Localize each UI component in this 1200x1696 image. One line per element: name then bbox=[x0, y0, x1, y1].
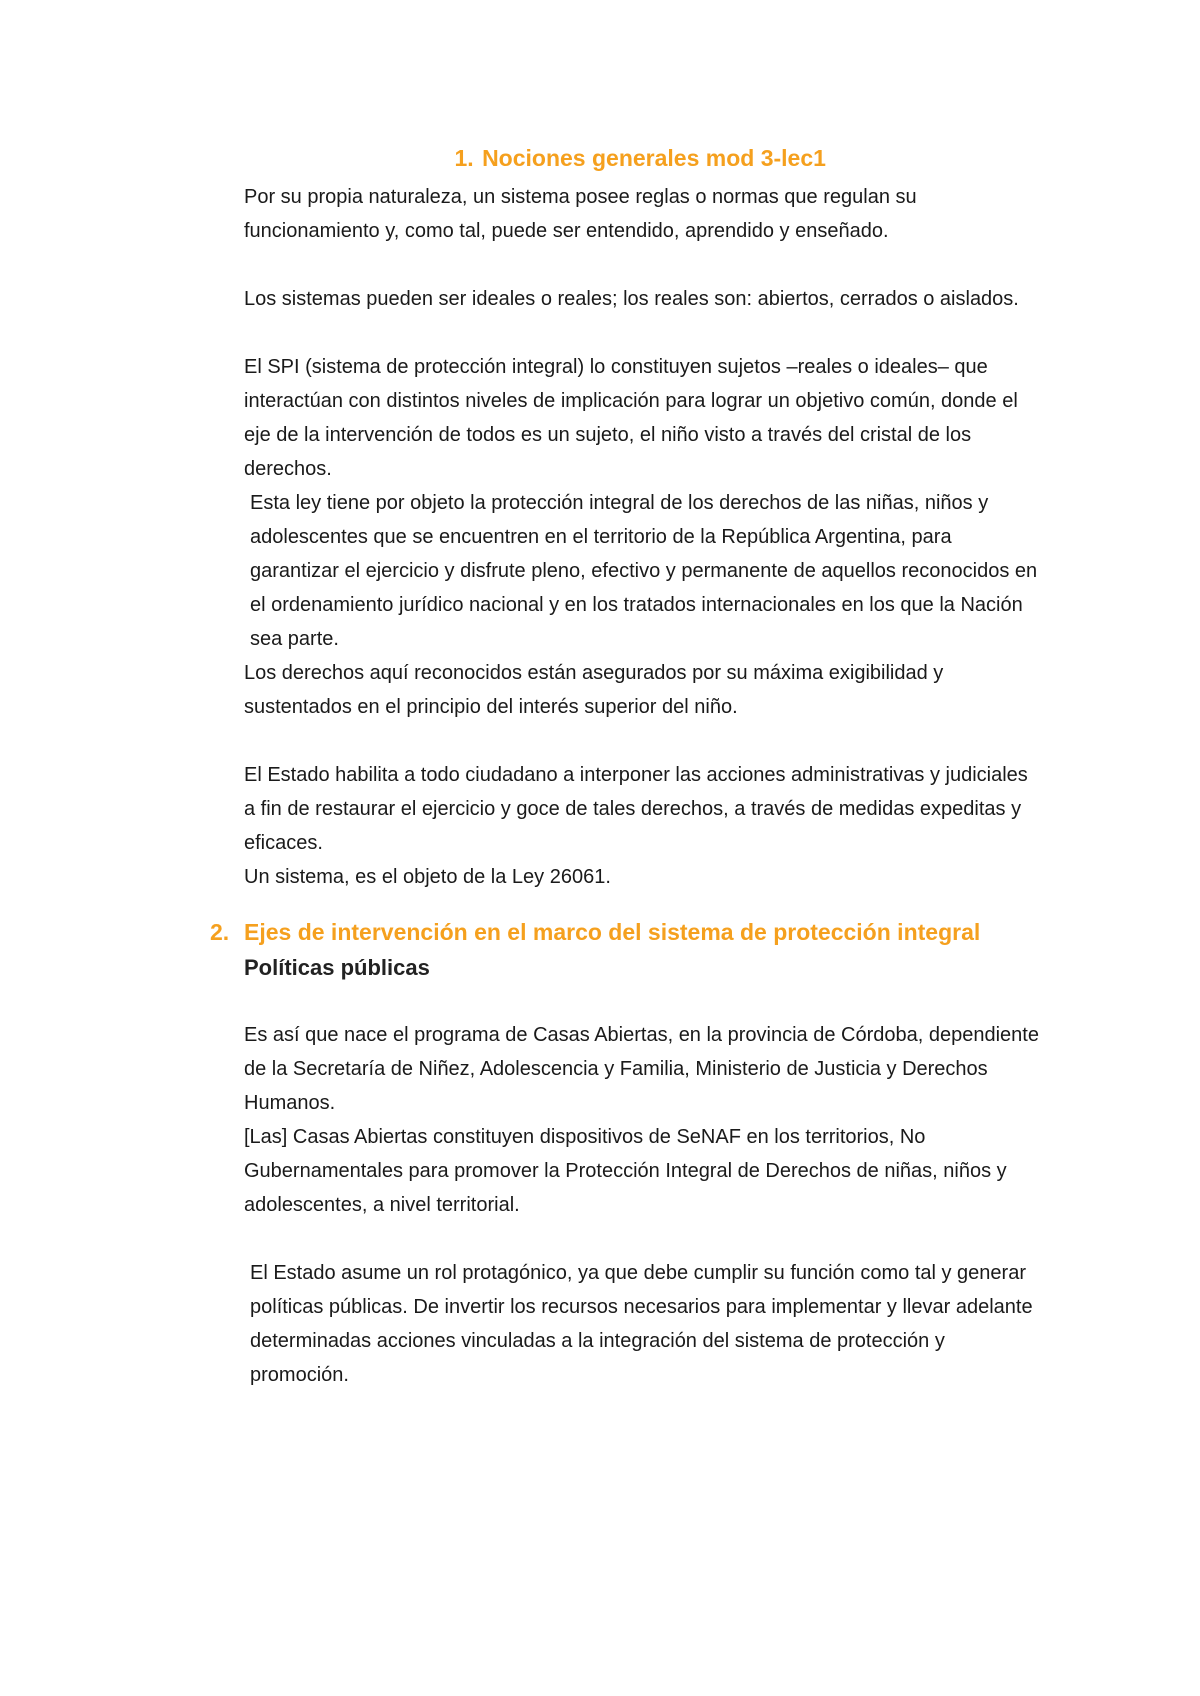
section-2-subtitle: Políticas públicas bbox=[244, 955, 430, 980]
section-1-heading bbox=[228, 140, 1044, 176]
paragraph-gap bbox=[244, 724, 1044, 758]
section-2-number: 2. bbox=[210, 919, 230, 945]
paragraph-gap bbox=[244, 248, 1044, 282]
paragraph-gap bbox=[244, 316, 1044, 350]
section-1-paragraph-2: Los sistemas pueden ser ideales o reales; los reales son: abiertos, cerrados o aislados. bbox=[244, 288, 1019, 310]
document-body bbox=[210, 140, 1044, 1392]
section-1-paragraph-1: Por su propia naturaleza, un sistema posee reglas o normas que regulan su funcionamiento y, como tal, puede ser entendido, aprendido y enseñado. bbox=[244, 186, 917, 242]
section-2-title: Ejes de intervención en el marco del sistema de protección integral bbox=[244, 919, 981, 945]
section-1-paragraph-6: El Estado habilita a todo ciudadano a interponer las acciones administrativas y judiciales a fin de restaurar el ejercicio y goce de tales derechos, a través de medidas expeditas y eficaces. bbox=[244, 764, 1028, 854]
section-1-title: Nociones generales mod 3-lec1 bbox=[482, 145, 826, 171]
section-1-number: 1. bbox=[454, 145, 474, 171]
section-1-paragraph-7: Un sistema, es el objeto de la Ley 26061. bbox=[244, 866, 611, 888]
paragraph-gap bbox=[244, 1222, 1044, 1256]
section-1-paragraph-3: El SPI (sistema de protección integral) lo constituyen sujetos –reales o ideales– que interactúan con distintos niveles de implicación para lograr un objetivo común, donde el eje de la intervención de todos es un sujeto, el niño visto a través del cristal de los derechos. bbox=[244, 356, 1018, 480]
section-2-heading bbox=[210, 914, 1044, 950]
section-1-paragraph-4: Esta ley tiene por objeto la protección integral de los derechos de las niñas, niños y adolescentes que se encuentren en el territorio de la República Argentina, para garantizar el ejercicio y disfrute pleno, efectivo y permanente de aquellos reconocidos en el ordenamiento jurídico nacional y en los tratados internacionales en los que la Nación sea parte. bbox=[250, 492, 1038, 650]
section-2-paragraph-2: [Las] Casas Abiertas constituyen dispositivos de SeNAF en los territorios, No Gubernamentales para promover la Protección Integral de Derechos de niñas, niños y adolescentes, a nivel territorial. bbox=[244, 1126, 1007, 1216]
section-2-paragraph-3: El Estado asume un rol protagónico, ya que debe cumplir su función como tal y generar políticas públicas. De invertir los recursos necesarios para implementar y llevar adelante determinadas acciones vinculadas a la integración del sistema de protección y promoción. bbox=[250, 1262, 1033, 1386]
section-2-paragraph-1: Es así que nace el programa de Casas Abiertas, en la provincia de Córdoba, dependiente de la Secretaría de Niñez, Adolescencia y Familia, Ministerio de Justicia y Derechos Humanos. bbox=[244, 1024, 1039, 1114]
section-1-paragraph-5: Los derechos aquí reconocidos están asegurados por su máxima exigibilidad y sustentados en el principio del interés superior del niño. bbox=[244, 662, 944, 718]
